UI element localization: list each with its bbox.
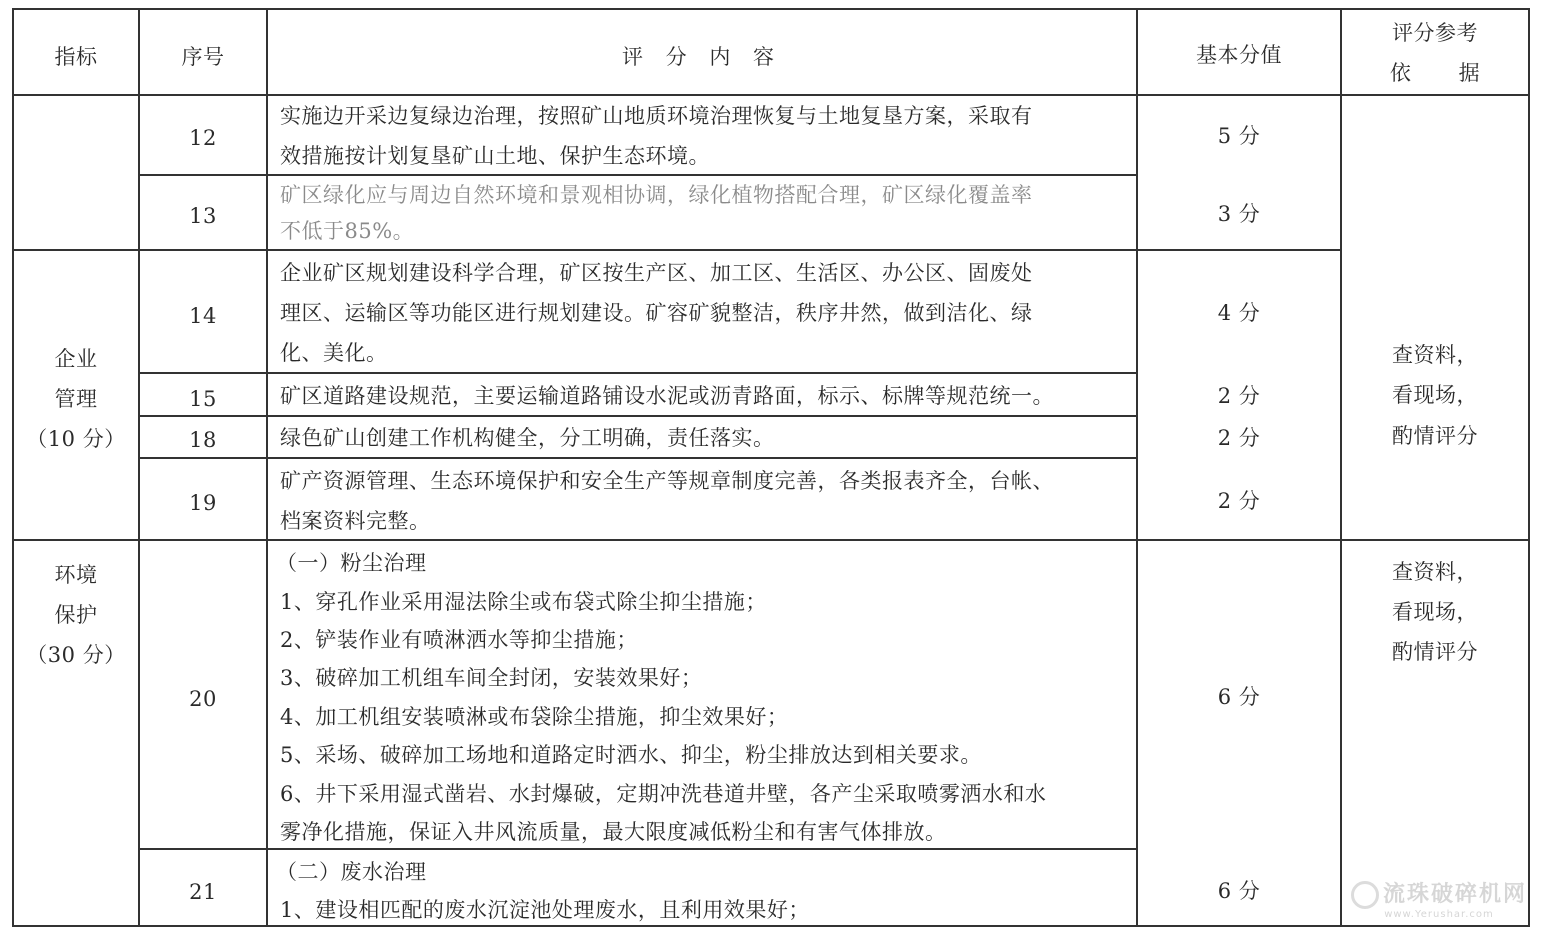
row-12-content-line2: 效措施按计划复垦矿山土地、保护生态环境。 bbox=[280, 144, 710, 168]
row-21-content-line1: （二）废水治理 bbox=[276, 860, 427, 884]
watermark-text: 流珠破碎机网 bbox=[1382, 882, 1527, 907]
row-19-content-line2: 档案资料完整。 bbox=[280, 509, 431, 533]
row-12-score: 5 分 bbox=[1217, 124, 1261, 148]
basis-enterprise-line2: 看现场， bbox=[1392, 383, 1478, 407]
row-20-content-line2: 1、穿孔作业采用湿法除尘或布袋式除尘抑尘措施； bbox=[280, 590, 767, 614]
header-content: 评 分 内 容 bbox=[621, 45, 783, 69]
row-15-score: 2 分 bbox=[1217, 384, 1261, 408]
watermark-url: www.Yerushar.com bbox=[1384, 909, 1494, 920]
basis-enterprise-line1: 查资料， bbox=[1392, 343, 1478, 367]
row-13-score: 3 分 bbox=[1217, 202, 1261, 226]
watermark bbox=[1351, 881, 1527, 921]
row-divider bbox=[138, 457, 1138, 459]
header-basis-line1: 评分参考 bbox=[1392, 21, 1478, 45]
row-15-content-line1: 矿区道路建设规范，主要运输道路铺设水泥或沥青路面，标示、标牌等规范统一。 bbox=[280, 384, 1054, 408]
row-14-content-line3: 化、美化。 bbox=[280, 341, 388, 365]
header-seq: 序号 bbox=[181, 45, 225, 69]
table-border-top bbox=[12, 8, 1530, 10]
row-18-seq: 18 bbox=[189, 428, 217, 452]
row-19-seq: 19 bbox=[189, 491, 217, 515]
header-indicator: 指标 bbox=[54, 45, 98, 69]
row-divider bbox=[138, 415, 1138, 417]
row-20-content-line7: 6、井下采用湿式凿岩、水封爆破，定期冲洗巷道井壁，各产尘采取喷雾洒水和水 bbox=[280, 782, 1047, 806]
group-enterprise-line1: 企业 bbox=[54, 347, 98, 371]
row-21-seq: 21 bbox=[189, 880, 217, 904]
row-18-content-line1: 绿色矿山创建工作机构健全，分工明确，责任落实。 bbox=[280, 426, 775, 450]
row-13-content-line1: 矿区绿化应与周边自然环境和景观相协调，绿化植物搭配合理，矿区绿化覆盖率 bbox=[280, 183, 1033, 207]
basis-enterprise-line3: 酌情评分 bbox=[1392, 424, 1478, 448]
row-20-content-line3: 2、铲装作业有喷淋洒水等抑尘措施； bbox=[280, 628, 638, 652]
row-20-content-line8: 雾净化措施，保证入井风流质量，最大限度减低粉尘和有害气体排放。 bbox=[280, 820, 947, 844]
row-20-score: 6 分 bbox=[1217, 685, 1261, 709]
group-environment-line1: 环境 bbox=[54, 563, 98, 587]
row-12-content-line1: 实施边开采边复绿边治理，按照矿山地质环境治理恢复与土地复垦方案，采取有 bbox=[280, 104, 1033, 128]
row-21-score: 6 分 bbox=[1217, 879, 1261, 903]
row-21-content-line2: 1、建设相匹配的废水沉淀池处理废水，且利用效果好； bbox=[280, 898, 810, 922]
row-13-content-line2: 不低于85%。 bbox=[280, 219, 415, 243]
row-20-content-line1: （一）粉尘治理 bbox=[276, 551, 427, 575]
basis-environment-line3: 酌情评分 bbox=[1392, 640, 1478, 664]
header-score: 基本分值 bbox=[1196, 43, 1282, 67]
col-divider-content bbox=[266, 8, 268, 927]
col-divider-basis bbox=[1340, 8, 1342, 927]
row-divider bbox=[138, 372, 1138, 374]
row-14-seq: 14 bbox=[189, 304, 217, 328]
basis-environment-line2: 看现场， bbox=[1392, 600, 1478, 624]
row-19-score: 2 分 bbox=[1217, 489, 1261, 513]
row-13-seq: 13 bbox=[189, 204, 217, 228]
row-12-seq: 12 bbox=[189, 126, 217, 150]
basis-environment-line1: 查资料， bbox=[1392, 560, 1478, 584]
row-14-content-line2: 理区、运输区等功能区进行规划建设。矿容矿貌整洁，秩序井然，做到洁化、绿 bbox=[280, 301, 1033, 325]
watermark-logo-icon bbox=[1351, 881, 1379, 909]
row-14-score: 4 分 bbox=[1217, 301, 1261, 325]
row-15-seq: 15 bbox=[189, 387, 217, 411]
row-20-content-line5: 4、加工机组安装喷淋或布袋除尘措施，抑尘效果好； bbox=[280, 705, 789, 729]
table-border-right bbox=[1528, 8, 1530, 927]
header-basis-line2: 依 据 bbox=[1389, 61, 1481, 85]
group-environment-line3: （30 分） bbox=[26, 643, 126, 667]
group-enterprise-line2: 管理 bbox=[54, 387, 98, 411]
group-environment-line2: 保护 bbox=[54, 603, 98, 627]
group-divider bbox=[12, 539, 1530, 541]
table-border-left bbox=[12, 8, 14, 927]
row-20-content-line6: 5、采场、破碎加工场地和道路定时洒水、抑尘，粉尘排放达到相关要求。 bbox=[280, 743, 982, 767]
row-20-seq: 20 bbox=[189, 687, 217, 711]
row-14-content-line1: 企业矿区规划建设科学合理，矿区按生产区、加工区、生活区、办公区、固废处 bbox=[280, 261, 1033, 285]
row-18-score: 2 分 bbox=[1217, 426, 1261, 450]
header-divider bbox=[12, 94, 1530, 96]
group-divider bbox=[12, 249, 1342, 251]
group-enterprise-line3: （10 分） bbox=[26, 427, 126, 451]
row-19-content-line1: 矿产资源管理、生态环境保护和安全生产等规章制度完善，各类报表齐全，台帐、 bbox=[280, 469, 1054, 493]
row-20-content-line4: 3、破碎加工机组车间全封闭，安装效果好； bbox=[280, 666, 703, 690]
